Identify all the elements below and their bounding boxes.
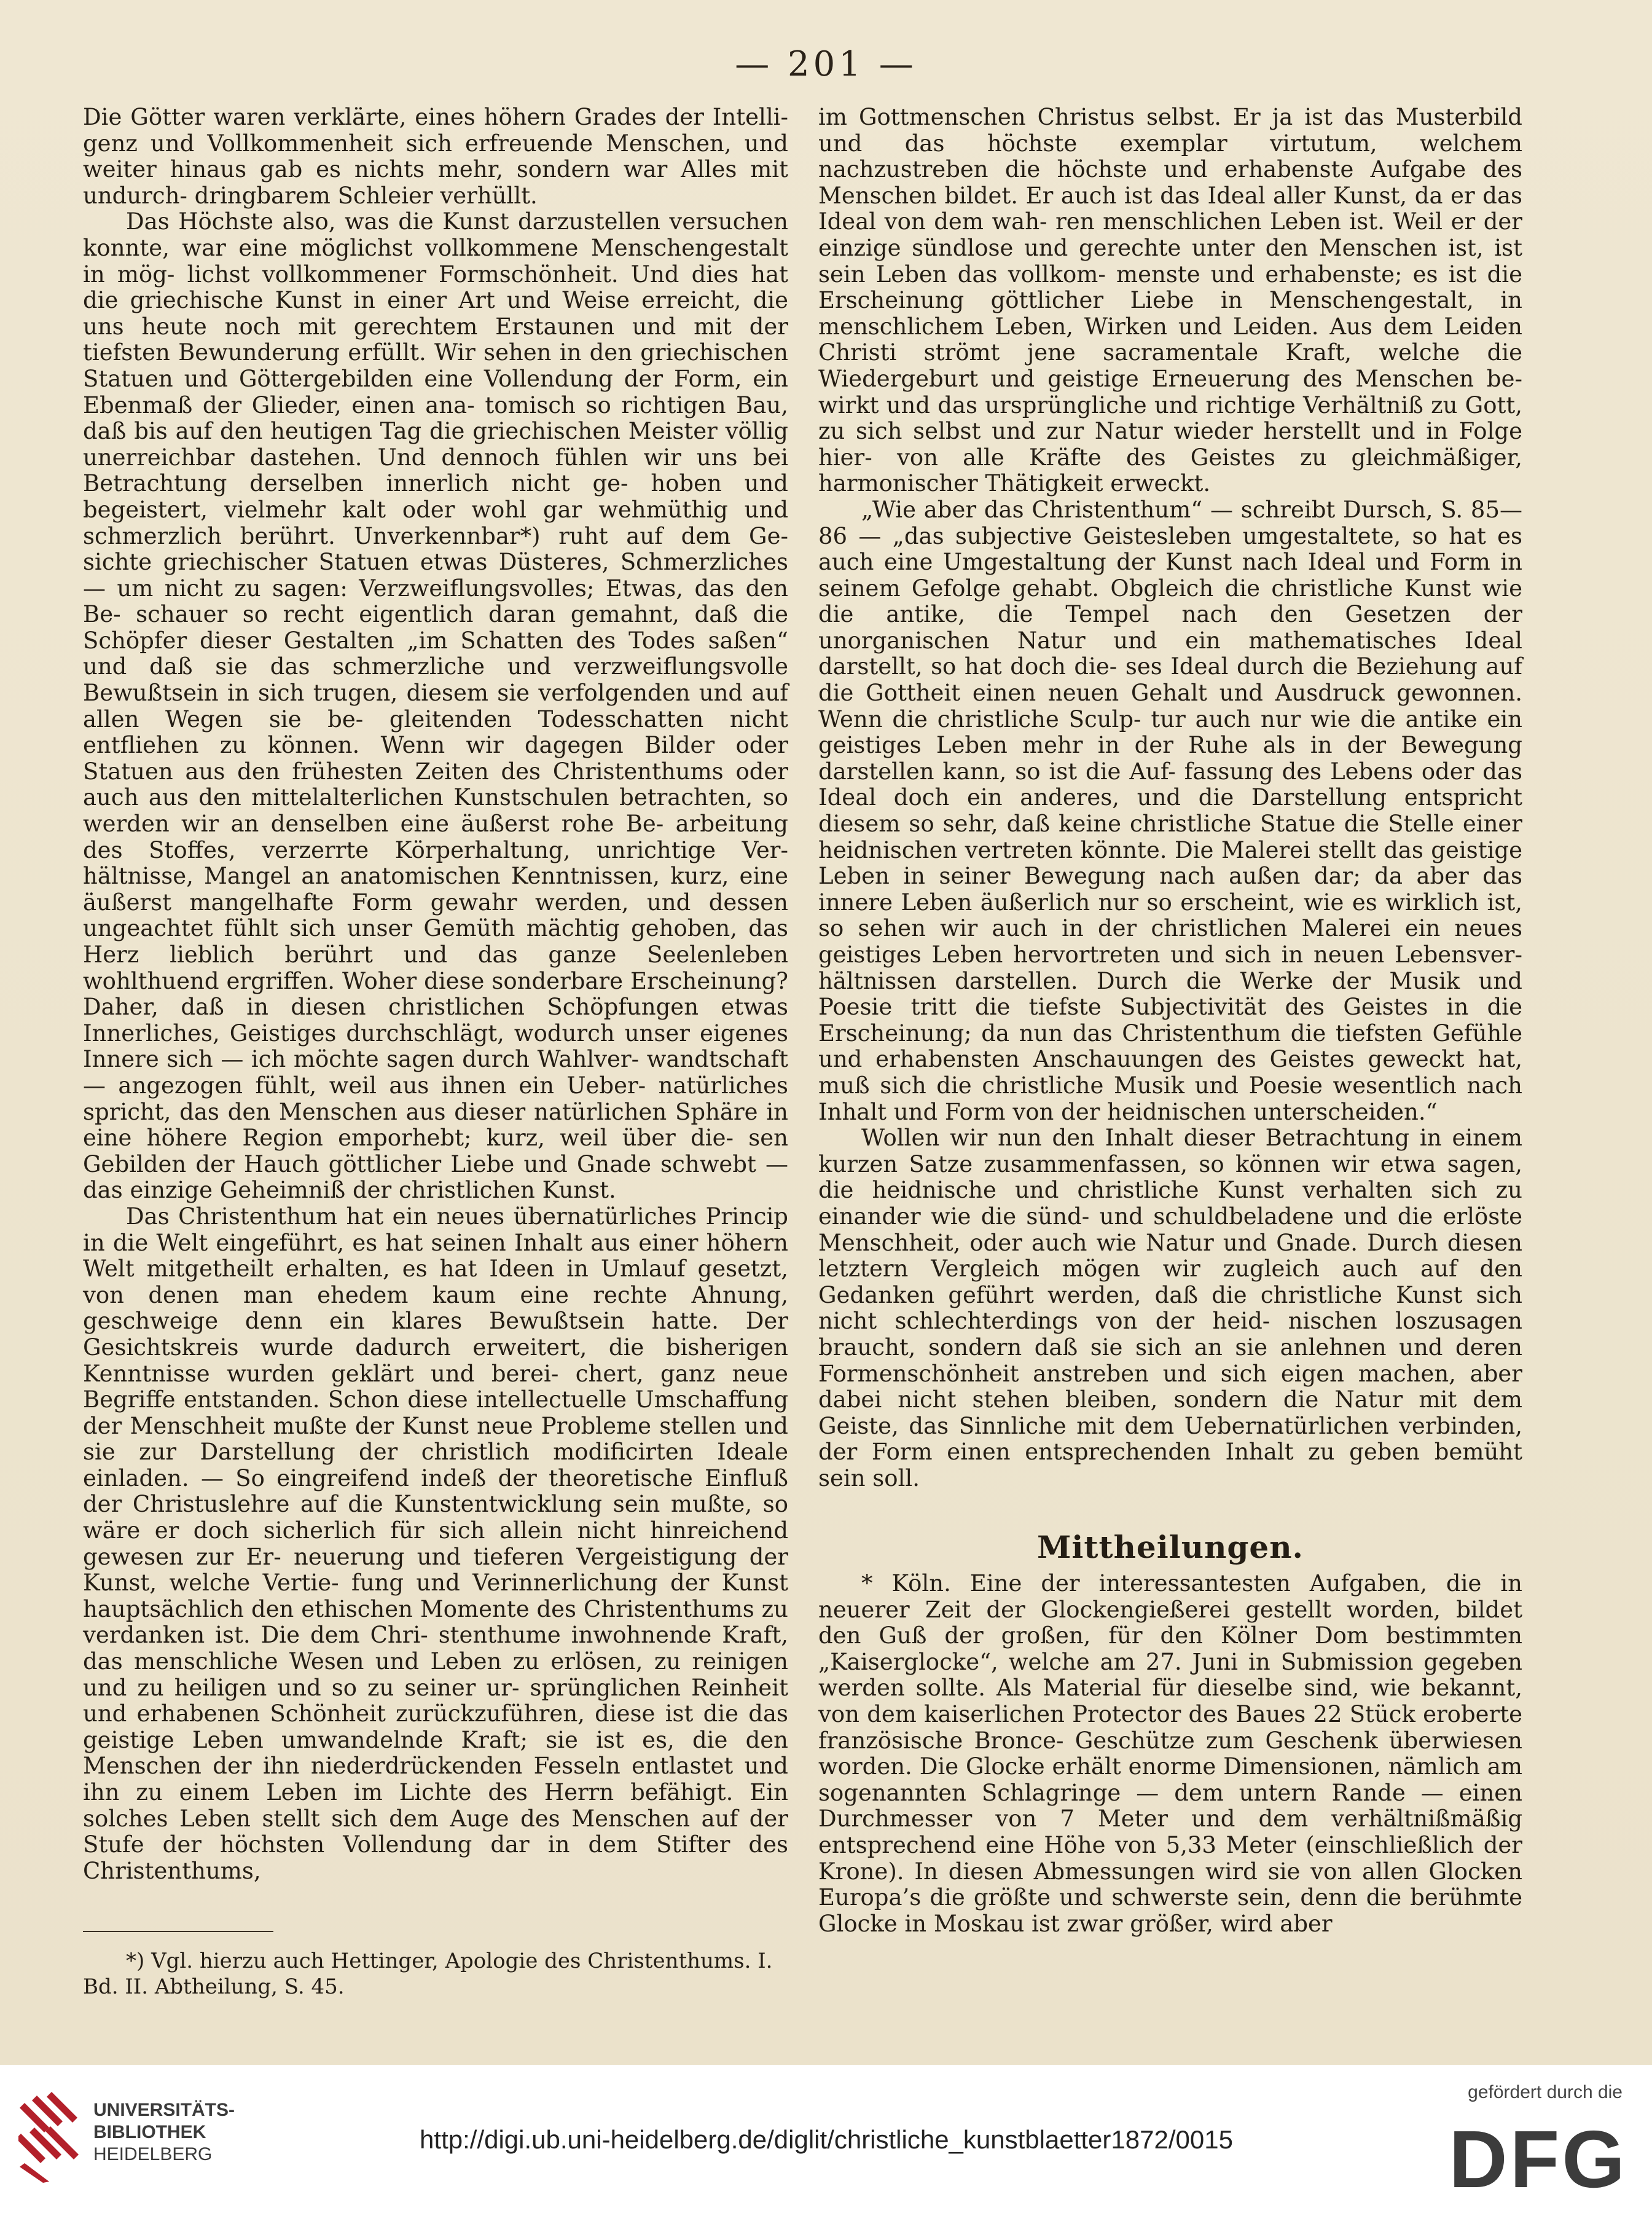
library-name-line: UNIVERSITÄTS- xyxy=(93,2100,235,2120)
dfg-logo-icon: DFG xyxy=(1449,2114,1627,2204)
right-paragraph: „Wie aber das Christenthum“ — schreibt Dursch, S. 85—86 — „das subjective Geistesleben umgestaltete, so hat es auch eine Umgestaltung der Kunst nach Ideal und Form in seinem Gefolge gehabt. Obgleich die christliche Kunst wie die antike, die Tempel nach den Gesetzen der unorganischen Natur und ein mathematisches Ideal darstellt, so hat doch die- ses Ideal durch die Beziehung auf die Gottheit einen neuen Gehalt und Ausdruck gewonnen. Wenn die christliche Sculp- tur auch nur wie die antike ein geistiges Leben mehr in der Ruhe als in der Bewegung darstellen kann, so ist die Auf- fassung des Lebens oder das Ideal doch ein anderes, und die Darstellung entspricht diesem so sehr, daß keine christliche Statue die Stelle einer heidnischen vertreten könnte. Die Malerei stellt das geistige Leben in seiner Bewegung nach außen dar; da aber das innere Leben äußerlich nur so erscheint, wie es wirklich ist, so sehen wir auch in der christlichen Malerei ein neues geistiges Leben hervortreten und sich in neuen Lebensver- hältnissen darstellen. Durch die Werke der Musik und Poesie tritt die tiefste Subjectivität des Geistes in die Erscheinung; da nun das Christenthum die tiefsten Gefühle und erhabensten Anschauungen des Geistes geweckt hat, muß sich die christliche Musik und Poesie wesentlich nach Inhalt und Form von der heidnischen unterscheiden.“ xyxy=(818,496,1522,1125)
digitization-url-link[interactable]: http://digi.ub.uni-heidelberg.de/diglit/christliche_kunstblaetter1872/0015 xyxy=(420,2125,1233,2154)
university-library-logo-icon xyxy=(18,2091,86,2183)
right-column xyxy=(818,104,1522,1937)
left-paragraph: Das Christenthum hat ein neues übernatürliches Princip in die Welt eingeführt, es hat seinen Inhalt aus einer höhern Welt mitgetheilt erhalten, es hat Ideen in Umlauf gesetzt, von denen man ehedem kaum eine rechte Ahnung, geschweige denn ein klares Bewußtsein hatte. Der Gesichtskreis wurde dadurch erweitert, die bisherigen Kenntnisse wurden geklärt und berei- chert, ganz neue Begriffe entstanden. Schon diese intellectuelle Umschaffung der Menschheit mußte der Kunst neue Probleme stellen und sie zur Darstellung der christlich modificirten Ideale einladen. — So eingreifend indeß der theoretische Einfluß der Christuslehre auf die Kunstentwicklung sein mußte, so wäre er doch sicherlich für sich allein nicht hinreichend gewesen zur Er- neuerung und tieferen Vergeistigung der Kunst, welche Vertie- fung und Verinnerlichung der Kunst hauptsächlich den ethischen Momente des Christenthums zu verdanken ist. Die dem Chri- stenthume inwohnende Kraft, das menschliche Wesen und Leben zu erlösen, zu reinigen und zu heiligen und so zu seiner ur- sprünglichen Reinheit und erhabenen Schönheit zurückzuführen, diese ist die das geistige Leben umwandelnde Kraft; sie ist es, die den Menschen der ihn niederdrückenden Fesseln entlastet und ihn zu einem Leben im Lichte des Herrn befähigt. Ein solches Leben stellt sich dem Auge des Menschen auf der Stufe der höchsten Vollendung dar in dem Stifter des Christenthums, xyxy=(83,1203,788,1884)
library-name-line: BIBLIOTHEK xyxy=(93,2122,206,2142)
digitization-footer xyxy=(0,2065,1652,2216)
footnote-rule xyxy=(83,1931,273,1932)
column-divider xyxy=(802,104,803,1985)
page-number: — 201 — xyxy=(735,44,917,84)
sponsor-caption: gefördert durch die xyxy=(1468,2082,1623,2102)
footnote xyxy=(83,1948,788,2000)
library-name-line: HEIDELBERG xyxy=(93,2144,213,2164)
library-name xyxy=(93,2099,235,2166)
left-paragraph: Die Götter waren verklärte, eines höhern Grades der Intelli- genz und Vollkommenheit sich erfreuende Menschen, und weiter hinaus gab es nichts mehr, sondern war Alles mit undurch- dringbarem Schleier verhüllt. xyxy=(83,104,788,209)
left-column xyxy=(83,104,788,1884)
left-paragraph: Das Höchste also, was die Kunst darzustellen versuchen konnte, war eine möglichst vollkommene Menschengestalt in mög- lichst vollkommener Formschönheit. Und dies hat die griechische Kunst in einer Art und Weise erreicht, die uns heute noch mit gerechtem Erstaunen und mit der tiefsten Bewunderung erfüllt. Wir sehen in den griechischen Statuen und Göttergebilden eine Vollendung der Form, ein Ebenmaß der Glieder, einen ana- tomisch so richtigen Bau, daß bis auf den heutigen Tag die griechischen Meister völlig unerreichbar dastehen. Und dennoch fühlen wir uns bei Betrachtung derselben innerlich nicht ge- hoben und begeistert, vielmehr kalt oder wohl gar wehmüthig und schmerzlich berührt. Unverkennbar*) ruht auf dem Ge- sichte griechischer Statuen etwas Düsteres, Schmerzliches — um nicht zu sagen: Verzweiflungsvolles; Etwas, das den Be- schauer so recht eigentlich daran gemahnt, daß die Schöpfer dieser Gestalten „im Schatten des Todes saßen“ und daß sie das schmerzliche und verzweiflungsvolle Bewußtsein in sich trugen, diesem sie verfolgenden und auf allen Wegen sie be- gleitenden Todesschatten nicht entfliehen zu können. Wenn wir dagegen Bilder oder Statuen aus den frühesten Zeiten des Christenthums oder auch aus den mittelalterlichen Kunstschulen betrachten, so werden wir an denselben eine äußerst rohe Be- arbeitung des Stoffes, verzerrte Körperhaltung, unrichtige Ver- hältnisse, Mangel an anatomischen Kenntnissen, kurz, eine äußerst mangelhafte Form gewahr werden, und dessen ungeachtet fühlt sich unser Gemüth mächtig gehoben, das Herz lieblich berührt und das ganze Seelenleben wohlthuend ergriffen. Woher diese sonderbare Erscheinung? Daher, daß in diesen christlichen Schöpfungen etwas Innerliches, Geistiges durchschlägt, wodurch unser eigenes Innere sich — ich möchte sagen durch Wahlver- wandtschaft — angezogen fühlt, weil aus ihnen ein Ueber- natürliches spricht, das den Menschen aus dieser natürlichen Sphäre in eine höhere Region emporhebt; kurz, weil über die- sen Gebilden der Hauch göttlicher Liebe und Gnade schwebt — das einzige Geheimniß der christlichen Kunst. xyxy=(83,208,788,1204)
footnote-line: *) Vgl. hierzu auch Hettinger, Apologie des Christenthums. I. xyxy=(126,1949,773,1973)
footnote-line: Bd. II. Abtheilung, S. 45. xyxy=(83,1974,345,1999)
right-paragraph: Wollen wir nun den Inhalt dieser Betrachtung in einem kurzen Satze zusammenfassen, so können wir etwa sagen, die heidnische und christliche Kunst verhalten sich zu einander wie die sünd- und schuldbeladene und die erlöste Menschheit, oder auch wie Natur und Gnade. Durch diesen letztern Vergleich mögen wir zugleich auch auf den Gedanken geführt werden, daß die christliche Kunst sich nicht schlechterdings von der heid- nischen loszusagen braucht, sondern daß sie sich an sie anlehnen und deren Formenschönheit anstreben und sich eigen machen, aber dabei nicht stehen bleiben, sondern die Natur mit dem Geiste, das Sinnliche mit dem Uebernatürlichen verbinden, der Form einen entsprechenden Inhalt zu geben bemüht sein soll. xyxy=(818,1125,1522,1491)
right-paragraph: im Gottmenschen Christus selbst. Er ja ist das Musterbild und das höchste exemplar virtutum, welchem nachzustreben die höchste und erhabenste Aufgabe des Menschen bildet. Er auch ist das Ideal aller Kunst, da er das Ideal von dem wah- ren menschlichen Leben ist. Weil er der einzige sündlose und gerechte unter den Menschen ist, ist sein Leben das vollkom- menste und erhabenste; es ist die Erscheinung göttlicher Liebe in Menschengestalt, in menschlichem Leben, Wirken und Leiden. Aus dem Leiden Christi strömt jene sacramentale Kraft, welche die Wiedergeburt und geistige Erneuerung des Menschen be- wirkt und das ursprüngliche und richtige Verhältniß zu Gott, zu sich selbst und zur Natur wieder herstellt und in Folge hier- von alle Kräfte des Geistes zu gleichmäßiger, harmonischer Thätigkeit erweckt. xyxy=(818,104,1522,497)
section-heading: Mittheilungen. xyxy=(1037,1529,1304,1566)
right-paragraph: * Köln. Eine der interessantesten Aufgaben, die in neuerer Zeit der Glockengießerei gestellt worden, bildet den Guß der großen, für den Kölner Dom bestimmten „Kaiserglocke“, welche am 27. Juni in Submission gegeben werden sollte. Als Material für dieselbe sind, wie bekannt, von dem kaiserlichen Protector des Baues 22 Stück eroberte französische Bronce- Geschütze zum Geschenk überwiesen worden. Die Glocke erhält enorme Dimensionen, nämlich am sogenannten Schlagringe — dem untern Rande — einen Durchmesser von 7 Meter und dem verhältnißmäßig entsprechend eine Höhe von 5,33 Meter (einschließlich der Krone). In diesen Abmessungen wird sie von allen Glocken Europa’s die größte und schwerste sein, denn die berühmte Glocke in Moskau ist zwar größer, wird aber xyxy=(818,1570,1522,1937)
